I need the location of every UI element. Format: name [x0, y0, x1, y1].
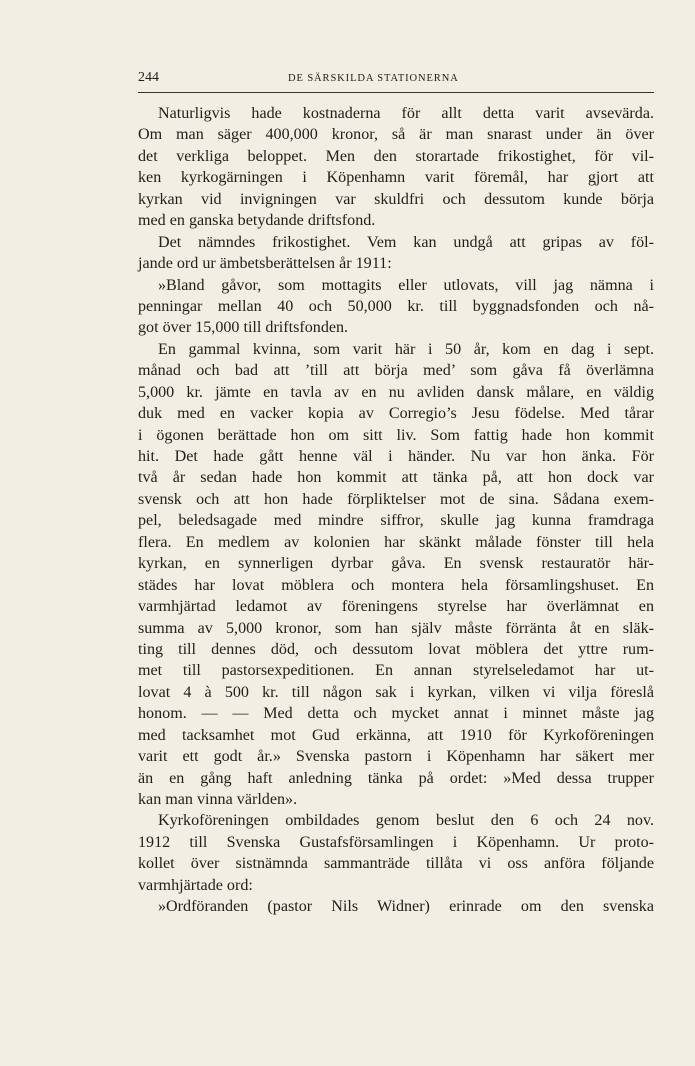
text-line: det verkliga beloppet. Men den storartade frikostighet, för vil- [138, 147, 654, 165]
text-line: 5,000 kr. jämte en tavla av en nu avliden dansk målare, en väldig [138, 383, 654, 401]
text-line: ting till dennes död, och dessutom lovat möblera det yttre rum- [138, 640, 654, 658]
text-line: flera. En medlem av kolonien har skänkt målade fönster till hela [138, 533, 654, 551]
text-line: got över 15,000 till driftsfonden. [138, 319, 349, 337]
text-line: met till pastorsexpeditionen. En annan styrelseledamot har ut- [138, 662, 654, 680]
text-line: svensk och att hon hade förpliktelser mot de sina. Sådana exem- [138, 490, 654, 508]
text-line: kyrkan vid invigningen var skuldfri och dessutom kunde börja [138, 190, 654, 208]
text-line: honom. — — Med detta och mycket annat i minnet måste jag [138, 705, 654, 723]
text-line: Kyrkoföreningen ombildades genom beslut den 6 och 24 nov. [158, 812, 654, 830]
text-line: lovat 4 à 500 kr. till någon sak i kyrkan, vilken vi vilja föreslå [138, 683, 654, 701]
text-line: hit. Det hade gått henne väl i händer. Nu var hon änka. För [138, 448, 654, 465]
text-line: med en ganska betydande driftsfond. [138, 212, 376, 230]
text-line: »Ordföranden (pastor Nils Widner) erinrade om den svenska [158, 898, 654, 916]
text-line: städes har lovat möblera och montera hela församlingshuset. En [138, 576, 654, 594]
text-line: Naturligvis hade kostnaderna för allt detta varit avsevärda. [158, 105, 654, 122]
text-line: ken kyrkogärningen i Köpenhamn varit föremål, har gjort att [138, 169, 654, 187]
page-header [138, 70, 654, 93]
body-text [138, 103, 654, 918]
text-line: Det nämndes frikostighet. Vem kan undgå att gripas av föl- [158, 233, 654, 251]
text-line: varmhjärtad ledamot av föreningens styrelse har överlämnat en [138, 598, 654, 616]
text-line: kyrkan, en synnerligen dyrbar gåva. En svensk restauratör här- [138, 555, 654, 573]
text-line: 1912 till Svenska Gustafsförsamlingen i Köpenhamn. Ur proto- [138, 833, 654, 851]
text-line: med tacksamhet mot Gud erkänna, att 1910 för Kyrkoföreningen [138, 726, 654, 744]
text-line: pel, beledsagade med mindre siffror, skulle jag kunna framdraga [138, 512, 654, 530]
text-line: kan man vinna världen». [138, 791, 298, 808]
text-line: i ögonen berättade hon om sitt liv. Som fattig hade hon kommit [138, 426, 654, 444]
text-line: »Bland gåvor, som mottagits eller utlovats, vill jag nämna i [158, 276, 654, 294]
text-line: penningar mellan 40 och 50,000 kr. till byggnadsfonden och nå- [138, 297, 654, 315]
book-page [138, 70, 654, 918]
running-head: DE SÄRSKILDA STATIONERNA [288, 73, 459, 84]
text-line: två år sedan hade hon kommit att tänka på, att hon dock var [138, 469, 654, 487]
text-line: Om man säger 400,000 kronor, så är man snarast under än över [138, 126, 654, 144]
page-number: 244 [138, 70, 159, 85]
text-line: varmhjärtade ord: [138, 876, 253, 894]
text-line: En gammal kvinna, som varit här i 50 år, kom en dag i sept. [158, 340, 654, 358]
text-line: än en gång haft anledning tänka på ordet: »Med dessa trupper [138, 769, 654, 787]
text-line: varit ett godt år.» Svenska pastorn i Köpenhamn har säkert mer [138, 748, 654, 766]
text-line: kollet över sistnämnda sammanträde tillåta vi oss anföra följande [138, 855, 654, 873]
text-line: månad och bad att ’till att börja med’ som gåva få överlämna [138, 362, 654, 380]
text-line: summa av 5,000 kronor, som han själv måste förränta åt en släk- [138, 619, 654, 637]
text-line: jande ord ur ämbetsberättelsen år 1911: [138, 255, 392, 273]
text-line: duk med en vacker kopia av Corregio’s Jesu födelse. Med tårar [138, 405, 654, 423]
